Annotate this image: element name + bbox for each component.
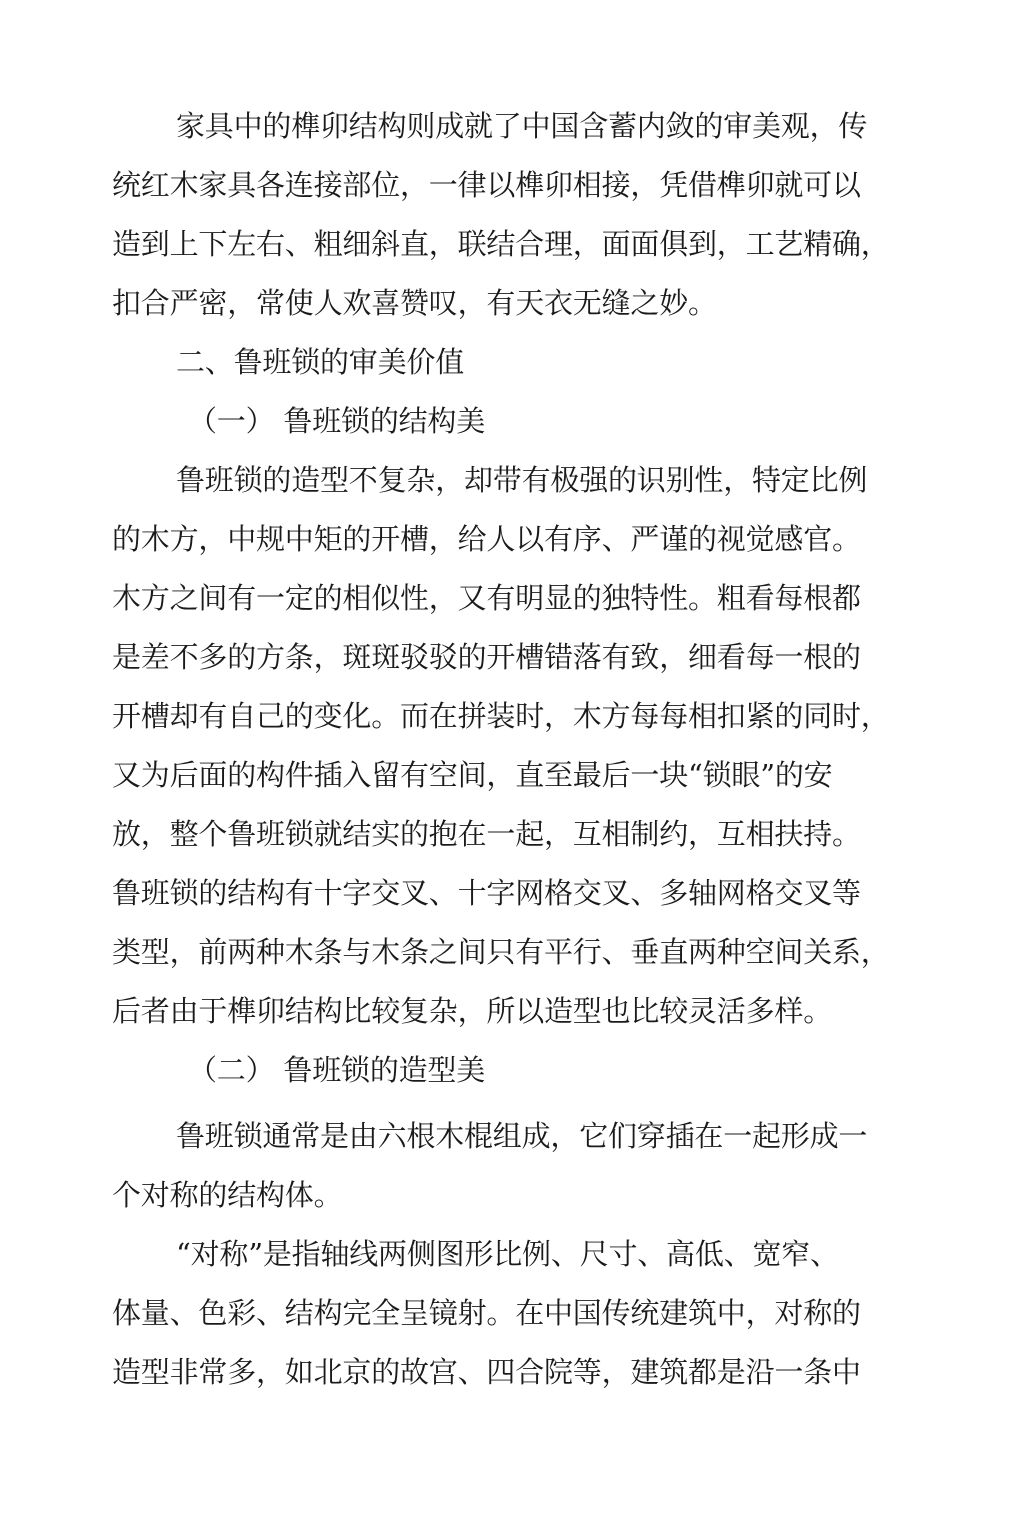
text-line: 木方之间有一定的相似性，又有明显的独特性。粗看每根都 — [112, 581, 861, 615]
text-line: 鲁班锁的造型不复杂，却带有极强的识别性，特定比例 — [176, 463, 868, 497]
text-line: 鲁班锁的结构有十字交叉、十字网格交叉、多轴网格交叉等 — [112, 876, 861, 910]
text-line: 统红木家具各连接部位，一律以榫卯相接，凭借榫卯就可以 — [112, 168, 861, 202]
text-line: 鲁班锁通常是由六根木棍组成，它们穿插在一起形成一 — [176, 1119, 868, 1153]
section-heading: 二、鲁班锁的审美价值 — [176, 345, 465, 379]
text-line: 的木方，中规中矩的开槽，给人以有序、严谨的视觉感官。 — [112, 522, 861, 556]
text-line: 后者由于榫卯结构比较复杂，所以造型也比较灵活多样。 — [112, 994, 833, 1028]
text-line: 扣合严密，常使人欢喜赞叹，有天衣无缝之妙。 — [112, 286, 717, 320]
text-line: 造到上下左右、粗细斜直，联结合理，面面俱到，工艺精确， — [112, 227, 890, 261]
text-line: 体量、色彩、结构完全呈镜射。在中国传统建筑中，对称的 — [112, 1296, 861, 1330]
text-line: “对称”是指轴线两侧图形比例、尺寸、高低、宽窄、 — [176, 1237, 839, 1271]
text-line: 放，整个鲁班锁就结实的抱在一起，互相制约，互相扶持。 — [112, 817, 861, 851]
text-line: 是差不多的方条，斑斑驳驳的开槽错落有致，细看每一根的 — [112, 640, 861, 674]
text-line: 开槽却有自己的变化。而在拼装时，木方每每相扣紧的同时， — [112, 699, 890, 733]
text-line: 家具中的榫卯结构则成就了中国含蓄内敛的审美观，传 — [176, 109, 868, 143]
subsection-heading: （一） 鲁班锁的结构美 — [188, 404, 486, 438]
text-line: 造型非常多，如北京的故宫、四合院等，建筑都是沿一条中 — [112, 1355, 861, 1389]
text-line: 类型，前两种木条与木条之间只有平行、垂直两种空间关系， — [112, 935, 890, 969]
text-line: 又为后面的构件插入留有空间，直至最后一块“锁眼”的安 — [112, 758, 833, 792]
text-line: 个对称的结构体。 — [112, 1178, 343, 1212]
subsection-heading: （二） 鲁班锁的造型美 — [188, 1053, 486, 1087]
